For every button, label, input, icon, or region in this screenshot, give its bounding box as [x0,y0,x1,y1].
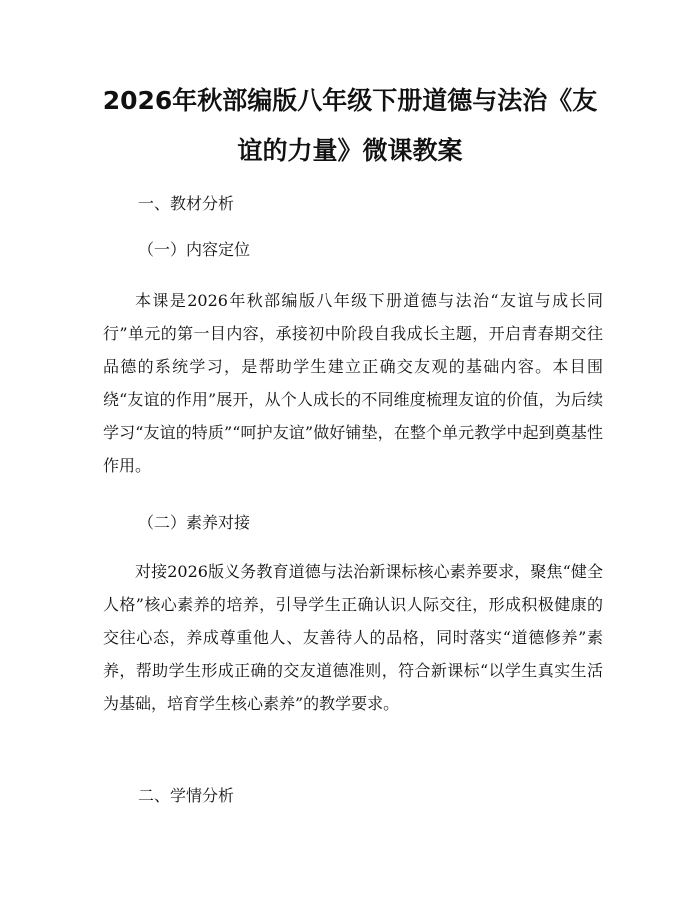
subsection-heading-content-positioning: （一）内容定位 [138,240,251,259]
paragraph-content-positioning: 本课是2026年秋部编版八年级下册道德与法治“友谊与成长同行”单元的第一目内容，承接初中阶段自我成长主题，开启青春期交往品德的系统学习，是帮助学生建立正确交友观的基础内容。本目围绕“友谊的作用”展开，从个人成长的不同维度梳理友谊的价值，为后续学习“友谊的特质”“呵护友谊”做好铺垫，在整个单元教学中起到奠基性作用。 [103,291,603,475]
section-heading-student-analysis: 二、学情分析 [138,786,235,805]
section-heading-textbook-analysis: 一、教材分析 [138,194,235,213]
subsection-heading-literacy-alignment: （二）素养对接 [138,513,251,532]
paragraph-literacy-alignment: 对接2026版义务教育道德与法治新课标核心素养要求，聚焦“健全人格”核心素养的培养，引导学生正确认识人际交往，形成积极健康的交往心态，养成尊重他人、友善待人的品格，同时落实“道德修养”素养，帮助学生形成正确的交友道德准则，符合新课标“以学生真实生活为基础，培育学生核心素养”的教学要求。 [103,562,603,713]
document-title-line-1: 2026年秋部编版八年级下册道德与法治《友 [102,86,598,115]
document-title-line-2: 谊的力量》微课教案 [237,136,463,165]
